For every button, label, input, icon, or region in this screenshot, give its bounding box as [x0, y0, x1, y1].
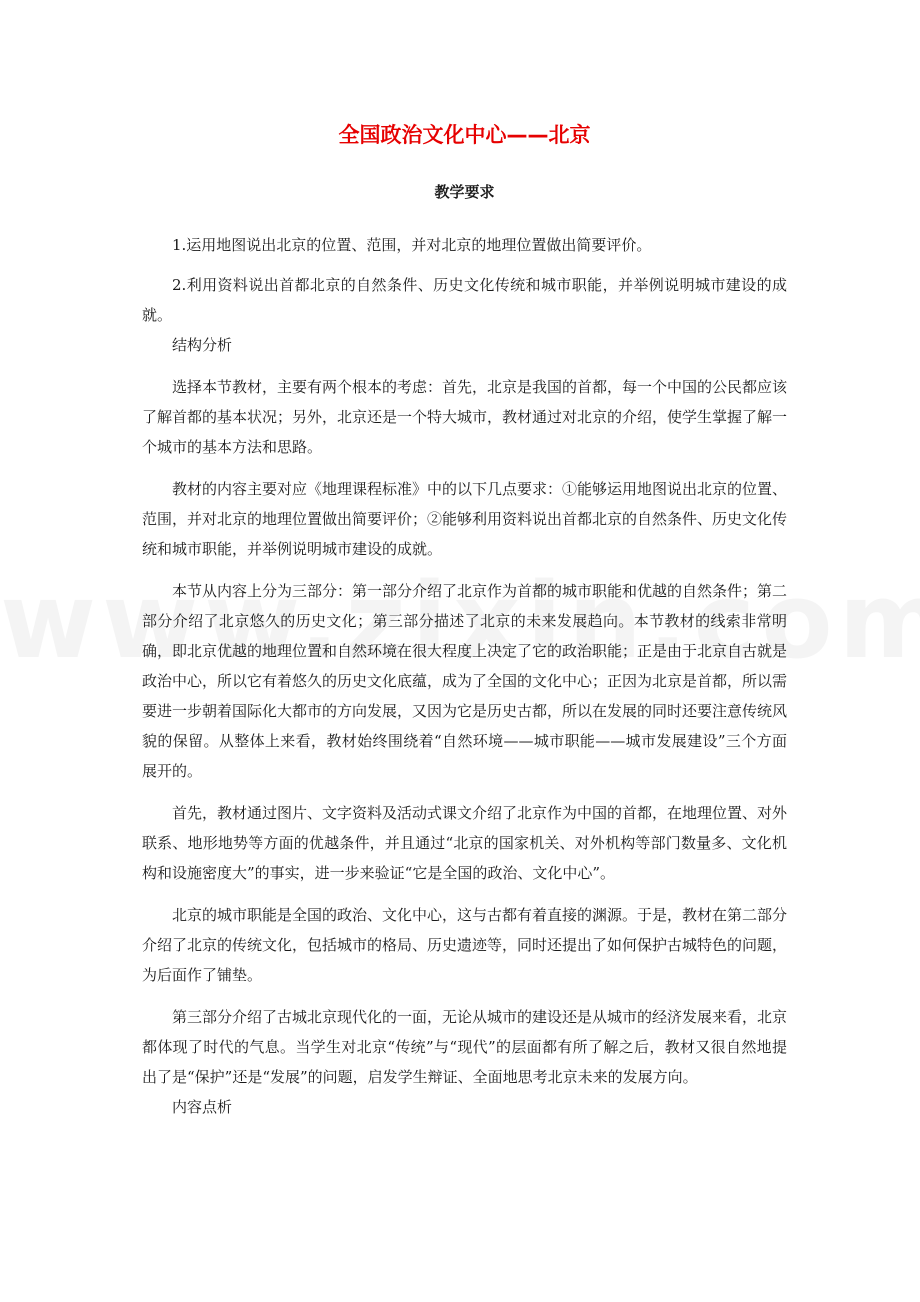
requirement-item: 2.利用资料说出首都北京的自然条件、历史文化传统和城市职能，并举例说明城市建设的成就。: [142, 276, 787, 324]
requirement-item: 1.运用地图说出北京的位置、范围，并对北京的地理位置做出简要评价。: [172, 236, 652, 254]
section-heading-teaching-requirements: 教学要求: [434, 183, 495, 201]
body-paragraph: 北京的城市职能是全国的政治、文化中心，这与古都有着直接的渊源。于是，教材在第二部分介绍了北京的传统文化，包括城市的格局、历史遗迹等，同时还提出了如何保护古城特色的问题，为后面作了铺垫。: [142, 906, 788, 984]
body-paragraph: 本节从内容上分为三部分：第一部分介绍了北京作为首都的城市职能和优越的自然条件；第二部分介绍了北京悠久的历史文化；第三部分描述了北京的未来发展趋向。本节教材的线索非常明确，即北京优越的地理位置和自然环境在很大程度上决定了它的政治职能；正是由于北京自古就是政治中心，所以它有着悠久的历史文化底蕴，成为了全国的文化中心；正因为北京是首都，所以需要进一步朝着国际化大都市的方向发展，又因为它是历史古都，所以在发展的同时还要注意传统风貌的保留。从整体上来看，教材始终围绕着“自然环境——城市职能——城市发展建设”三个方面展开的。: [142, 582, 788, 780]
section-heading-structure-analysis: 结构分析: [172, 336, 233, 354]
body-paragraph: 选择本节教材，主要有两个根本的考虑：首先，北京是我国的首都，每一个中国的公民都应该了解首都的基本状况；另外，北京还是一个特大城市，教材通过对北京的介绍，使学生掌握了解一个城市的基本方法和思路。: [142, 378, 788, 456]
document-title: 全国政治文化中心——北京: [338, 123, 591, 147]
body-paragraph: 首先，教材通过图片、文字资料及活动式课文介绍了北京作为中国的首都，在地理位置、对外联系、地形地势等方面的优越条件，并且通过“北京的国家机关、对外机构等部门数量多、文化机构和设施密度大”的事实，进一步来验证“它是全国的政治、文化中心”。: [142, 804, 788, 882]
section-heading-content-analysis: 内容点析: [172, 1098, 233, 1116]
body-paragraph: 教材的内容主要对应《地理课程标准》中的以下几点要求：①能够运用地图说出北京的位置、范围，并对北京的地理位置做出简要评价；②能够利用资料说出首都北京的自然条件、历史文化传统和城市职能，并举例说明城市建设的成就。: [142, 480, 788, 558]
body-paragraph: 第三部分介绍了古城北京现代化的一面，无论从城市的建设还是从城市的经济发展来看，北京都体现了时代的气息。当学生对北京“传统”与“现代”的层面都有所了解之后，教材又很自然地提出了是“保护”还是“发展”的问题，启发学生辩证、全面地思考北京未来的发展方向。: [142, 1008, 788, 1086]
